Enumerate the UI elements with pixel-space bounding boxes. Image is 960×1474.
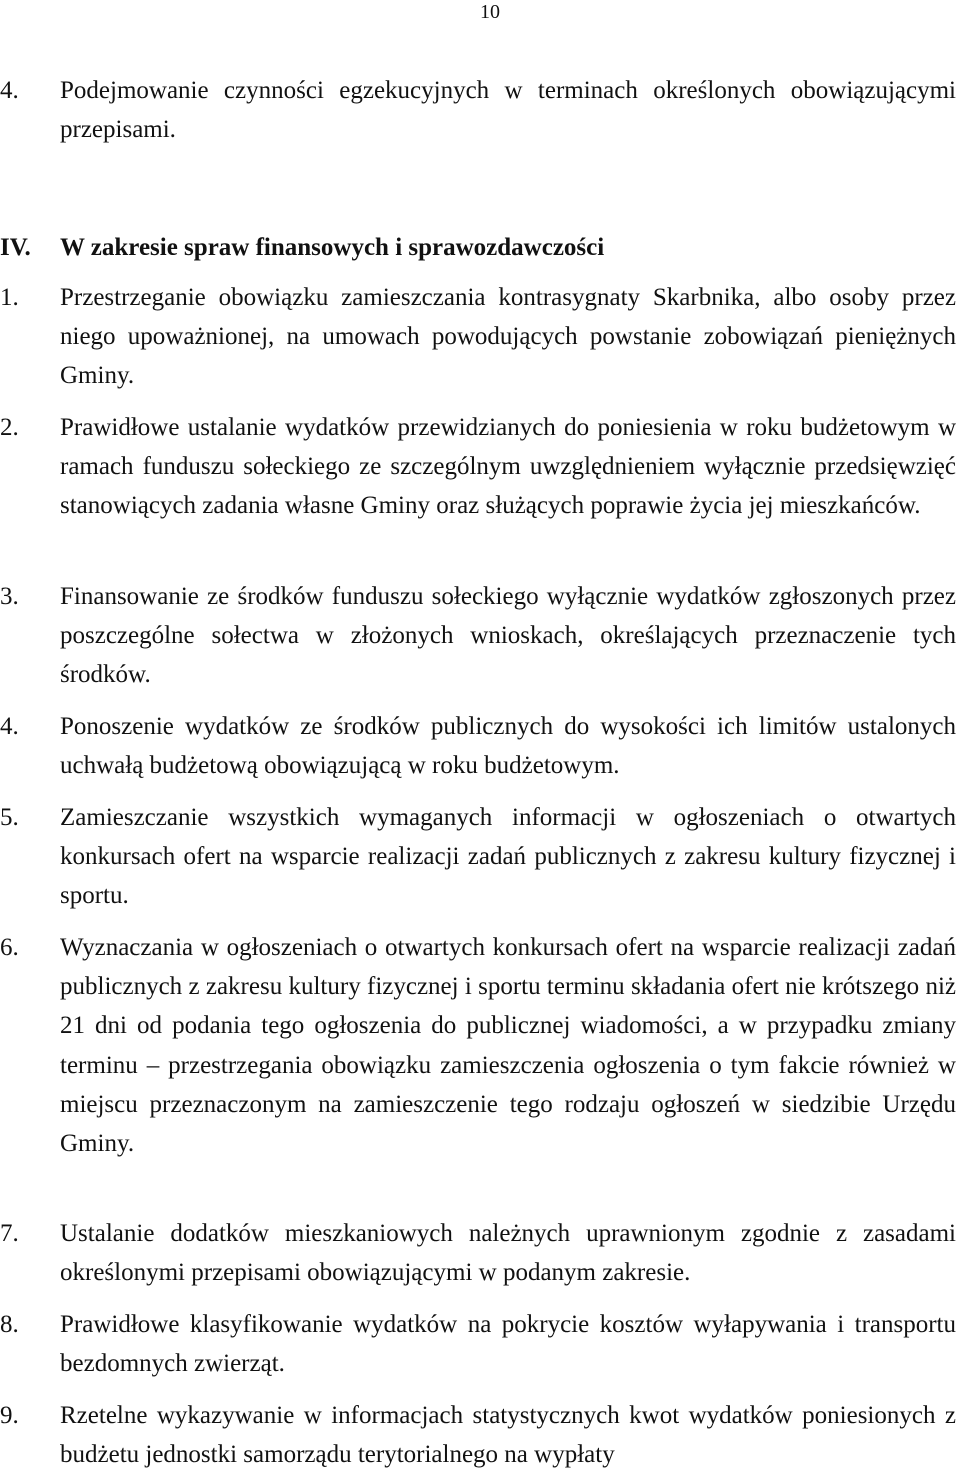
list-item-5	[0, 798, 956, 916]
item-number: 5.	[0, 804, 19, 831]
page-number: 10	[480, 1, 500, 23]
item-number: 1.	[0, 284, 19, 311]
item-number: 9.	[0, 1402, 19, 1429]
list-item-3	[0, 577, 956, 695]
item-text: Ponoszenie wydatków ze środków publicznych do wysokości ich limitów ustalonych uchwałą budżetową obowiązującą w roku budżetowym.	[60, 713, 956, 780]
item-text: Finansowanie ze środków funduszu sołeckiego wyłącznie wydatków zgłoszonych przez poszczególne sołectwa w złożonych wnioskach, określających przeznaczenie tych środków.	[60, 583, 956, 689]
item-number: 4.	[0, 77, 19, 104]
item-text: Wyznaczania w ogłoszeniach o otwartych konkursach ofert na wsparcie realizacji zadań publicznych z zakresu kultury fizycznej i sportu terminu składania ofert nie krótszego niż 21 dni od podania tego ogłoszenia do publicznej wiadomości, a w przypadku zmiany terminu – przestrzegania obowiązku zamieszczenia ogłoszenia o tym fakcie również w miejscu przeznaczonym na zamieszczenie tego rodzaju ogłoszeń w siedzibie Urzędu Gminy.	[60, 934, 956, 1158]
item-number: 4.	[0, 713, 19, 740]
section-title: W zakresie spraw finansowych i sprawozdawczości	[60, 234, 605, 261]
list-item-7	[0, 1214, 956, 1292]
list-item-6	[0, 928, 956, 1163]
list-item-4	[0, 707, 956, 785]
item-number: 3.	[0, 583, 19, 610]
list-item-8	[0, 1305, 956, 1383]
list-item-top-4	[0, 71, 956, 149]
item-text: Prawidłowe klasyfikowanie wydatków na pokrycie kosztów wyłapywania i transportu bezdomnych zwierząt.	[60, 1311, 956, 1378]
section-number: IV.	[0, 234, 31, 261]
list-item-1	[0, 278, 956, 396]
section-heading-iv	[0, 228, 956, 267]
item-text: Ustalanie dodatków mieszkaniowych należnych uprawnionym zgodnie z zasadami określonymi przepisami obowiązującymi w podanym zakresie.	[60, 1220, 956, 1287]
item-number: 7.	[0, 1220, 19, 1247]
item-text: Rzetelne wykazywanie w informacjach statystycznych kwot wydatków poniesionych z budżetu jednostki samorządu terytorialnego na wypłaty	[60, 1402, 956, 1469]
item-number: 8.	[0, 1311, 19, 1338]
list-item-2	[0, 408, 956, 526]
list-item-9	[0, 1396, 956, 1474]
item-number: 2.	[0, 414, 19, 441]
item-text: Podejmowanie czynności egzekucyjnych w terminach określonych obowiązującymi przepisami.	[60, 77, 956, 144]
item-number: 6.	[0, 934, 19, 961]
item-text: Przestrzeganie obowiązku zamieszczania kontrasygnaty Skarbnika, albo osoby przez niego upoważnionej, na umowach powodujących powstanie zobowiązań pieniężnych Gminy.	[60, 284, 956, 390]
item-text: Zamieszczanie wszystkich wymaganych informacji w ogłoszeniach o otwartych konkursach ofert na wsparcie realizacji zadań publicznych z zakresu kultury fizycznej i sportu.	[60, 804, 956, 910]
item-text: Prawidłowe ustalanie wydatków przewidzianych do poniesienia w roku budżetowym w ramach funduszu sołeckiego ze szczególnym uwzględnieniem wyłącznie przedsięwzięć stanowiących zadania własne Gminy oraz służących poprawie życia jej mieszkańców.	[60, 414, 956, 520]
